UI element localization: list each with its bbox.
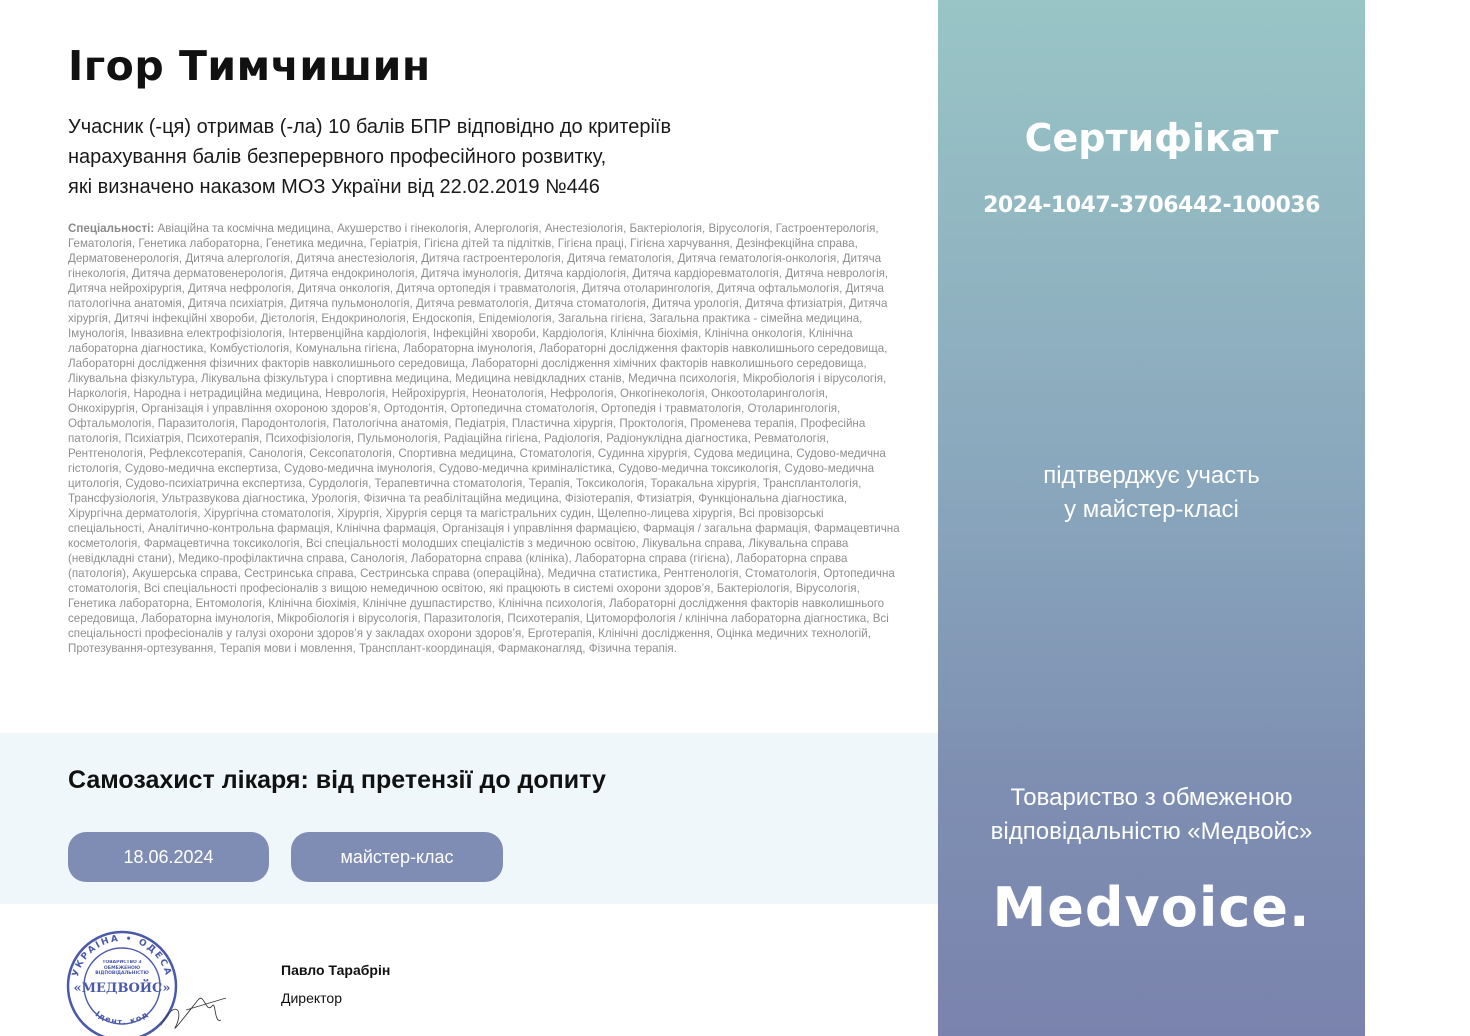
award-statement <box>68 112 888 202</box>
course-date-badge: 18.06.2024 <box>68 832 269 882</box>
participation-statement <box>938 459 1365 527</box>
organizer-line: Товариство з обмеженою <box>1010 784 1293 811</box>
course-type-badge: майстер-клас <box>291 832 503 882</box>
award-statement-line: які визначено наказом МОЗ України від 22.02.2019 №446 <box>68 176 600 198</box>
award-statement-line: нарахування балів безперервного професійного розвитку, <box>68 146 607 168</box>
seal-inner-text: ТОВАРИСТВО З ОБМЕЖЕНОЮ ВІДПОВІДАЛЬНІСТЮ <box>95 960 149 976</box>
signer-name: Павло Тарабрін <box>281 962 391 978</box>
certificate-sidebar <box>938 0 1365 1036</box>
specialties-text: Авіаційна та космічна медицина, Акушерство і гінекологія, Алергологія, Анестезіологія, Бактеріологія, Вірусологія, Гастроентерологія, Гематологія, Генетика лабораторна, Генетика медична, Геріатрія, Гігієна дітей та підлітків, Гігієна праці, Гігієна харчування, Дезінфекційна справа, Дерматовенерологія, Дитяча алергологія, Дитяча анестезіологія, Дитяча гастроентерологія, Дитяча гематологія, Дитяча гематологія-онкологія, Дитяча гінекологія, Дитяча дерматовенерологія, Дитяча ендокринологія, Дитяча імунологія, Дитяча кардіологія, Дитяча кардіоревматологія, Дитяча неврологія, Дитяча нейрохірургія, Дитяча нефрологія, Дитяча онкологія, Дитяча ортопедія і травматологія, Дитяча отоларингологія, Дитяча офтальмологія, Дитяча патологічна анатомія, Дитяча психіатрія, Дитяча пульмонологія, Дитяча ревматологія, Дитяча стоматологія, Дитяча урологія, Дитяча фтизіатрія, Дитяча хірургія, Дитячі інфекційні хвороби, Дієтологія, Ендокринологія, Ендоскопія, Епідеміологія, Загальна гігієна, Загальна практика - сімейна медицина, Імунологія, Інвазивна електрофізіологія, Інтервенційна кардіологія, Інфекційні хвороби, Кардіологія, Клінічна біохімія, Клінічна онкологія, Клінічна лабораторна діагностика, Комбустіологія, Комунальна гігієна, Лабораторна імунологія, Лабораторні дослідження факторів навколишнього середовища, Лабораторні дослідження фізичних факторів навколишнього середовища, Лабораторні дослідження хімічних факторів навколишнього середовища, Лікувальна фізкультура, Лікувальна фізкультура і спортивна медицина, Медицина невідкладних станів, Медична психологія, Мікробіологія і вірусологія, Наркологія, Народна і нетрадиційна медицина, Неврологія, Нейрохірургія, Неонатологія, Нефрологія, Онкогінекологія, Онкоотоларингологія, Онкохірургія, Організація і управління охороною здоров’я, Ортодонтія, Ортопедична стоматологія, Ортопедія і травматологія, Отоларингологія, Офтальмологія, Паразитологія, Пародонтологія, Патологічна анатомія, Педіатрія, Пластична хірургія, Проктологія, Променева терапія, Професійна патологія, Психіатрія, Психотерапія, Психофізіологія, Пульмонологія, Радіаційна гігієна, Радіологія, Радіонуклідна діагностика, Ревматологія, Рентгенологія, Рефлексотерапія, Санологія, Сексопатологія, Спортивна медицина, Стоматологія, Судинна хірургія, Судова медицина, Судово-медична гістологія, Судово-медична експертиза, Судово-медична імунологія, Судово-медична криміналістика, Судово-медична токсикологія, Судово-медична цитологія, Судово-психіатрична експертиза, Сурдологія, Терапевтична стоматологія, Терапія, Токсикологія, Торакальна хірургія, Трансплантологія, Трансфузіологія, Ультразвукова діагностика, Урологія, Фізична та реабілітаційна медицина, Фізіотерапія, Фтизіатрія, Функціональна діагностика, Хірургічна дерматологія, Хірургічна стоматологія, Хірургія, Хірургія серця та магістральних судин, Щелепно-лицева хірургія, Всі провізорські спеціальності, Аналітично-контрольна фармація, Клінічна фармація, Організація і управління фармацією, Фармація / загальна фармація, Фармацевтична косметологія, Фармацевтична токсикологія, Всі спеціальності молодших спеціалістів з медичною освітою, Лікувальна справа, Лікувальна справа (невідкладні стани), Медико-профілактична справа, Санологія, Лабораторна справа (клініка), Лабораторна справа (гігієна), Лабораторна справа (патологія), Акушерська справа, Сестринська справа, Сестринська справа (операційна), Медична статистика, Рентгенологія, Стоматологія, Ортопедична стоматологія, Всі спеціальності професіоналів з вищою немедичною освітою, які працюють в системі охорони здоров’я, Бактеріологія, Вірусологія, Генетика лабораторна, Ентомологія, Клінічна біохімія, Клінічне душпастирство, Клінічна психологія, Лабораторні дослідження факторів навколишнього середовища, Лабораторна імунологія, Мікробіологія і вірусологія, Паразитологія, Психотерапія, Цитоморфологія / клінічна лабораторна діагностика, Всі спеціальності професіоналів у галузі охорони здоров’я у закладах охорони здоров’я, Ерготерапія, Клінічні дослідження, Оцінка медичних технологій, Протезування-ортезування, Терапія мови і мовлення, Трансплант-координація, Фармаконагляд, Фізична терапія. <box>68 222 900 655</box>
company-seal <box>66 930 236 1036</box>
specialties-list <box>68 221 900 656</box>
specialties-label: Спеціальності: <box>68 222 155 235</box>
signer-position: Директор <box>281 990 342 1006</box>
participation-line: у майстер-класі <box>1064 496 1239 523</box>
seal-ring-bottom: Ідент. код <box>93 1009 151 1027</box>
participation-line: підтверджує участь <box>1043 462 1260 489</box>
course-title: Самозахист лікаря: від претензії до допиту <box>68 766 606 794</box>
organizer-name <box>938 781 1365 849</box>
certificate-number: 2024-1047-3706442-100036 <box>983 193 1320 218</box>
seal-ring-top: УКРАЇНА • ОДЕСА <box>70 933 174 978</box>
certificate-title: Сертифікат <box>1024 116 1279 160</box>
signature-scribble <box>161 998 226 1028</box>
recipient-name: Ігор Тимчишин <box>68 42 431 90</box>
award-statement-line: Учасник (-ця) отримав (-ла) 10 балів БПР відповідно до критеріїв <box>68 116 672 138</box>
svg-text:Ідент. код <box>94 1009 151 1026</box>
organizer-line: відповідальністю «Медвойс» <box>990 818 1313 845</box>
seal-company-name: «МЕДВОЙС» <box>73 981 171 996</box>
medvoice-logo: Medvoice. <box>992 876 1311 939</box>
